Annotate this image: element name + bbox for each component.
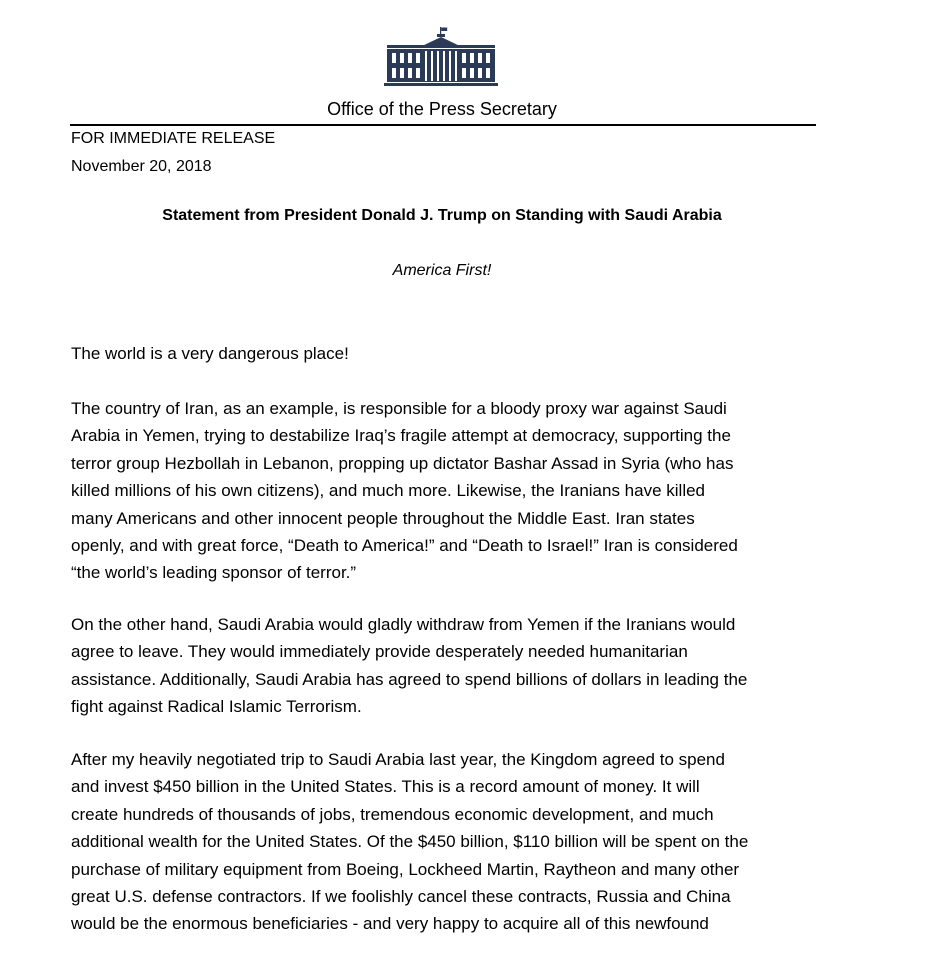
paragraph-line: create hundreds of thousands of jobs, tremendous economic development, and much: [71, 804, 714, 824]
body-paragraph: [71, 340, 349, 367]
paragraph-line: many Americans and other innocent people throughout the Middle East. Iran states: [71, 508, 695, 528]
body-paragraph: [71, 746, 748, 938]
paragraph-line: great U.S. defense contractors. If we foolishly cancel these contracts, Russia and China: [71, 887, 731, 907]
paragraph-line: Arabia in Yemen, trying to destabilize Iraq’s fragile attempt at democracy, supporting the: [71, 426, 731, 446]
paragraph-line: The world is a very dangerous place!: [71, 344, 349, 363]
paragraph-line: fight against Radical Islamic Terrorism.: [71, 697, 362, 717]
office-heading: Office of the Press Secretary: [327, 99, 557, 119]
paragraph-line: would be the enormous beneficiaries - and very happy to acquire all of this newfound: [71, 914, 709, 934]
paragraph-line: agree to leave. They would immediately provide desperately needed humanitarian: [71, 642, 688, 662]
paragraph-line: openly, and with great force, “Death to America!” and “Death to Israel!” Iran is considered: [71, 536, 738, 556]
paragraph-line: On the other hand, Saudi Arabia would gladly withdraw from Yemen if the Iranians would: [71, 615, 736, 634]
release-date: November 20, 2018: [71, 158, 212, 175]
paragraph-line: killed millions of his own citizens), and much more. Likewise, the Iranians have killed: [71, 481, 706, 501]
paragraph-line: purchase of military equipment from Boeing, Lockheed Martin, Raytheon and many other: [71, 859, 740, 879]
statement-title: Statement from President Donald J. Trump on Standing with Saudi Arabia: [162, 207, 722, 224]
header-divider: [70, 124, 816, 126]
release-label: FOR IMMEDIATE RELEASE: [71, 130, 276, 147]
paragraph-line: additional wealth for the United States. Of the $450 billion, $110 billion will be spent on the: [71, 832, 749, 852]
paragraph-line: “the world’s leading sponsor of terror.”: [71, 563, 357, 583]
paragraph-line: The country of Iran, as an example, is responsible for a bloody proxy war against Saudi: [71, 399, 727, 418]
white-house-logo: [384, 27, 498, 87]
body-paragraph: [71, 395, 738, 587]
paragraph-line: After my heavily negotiated trip to Saudi Arabia last year, the Kingdom agreed to spend: [71, 750, 725, 769]
paragraph-line: terror group Hezbollah in Lebanon, propping up dictator Bashar Assad in Syria (who has: [71, 453, 734, 473]
statement-subtitle: America First!: [392, 262, 492, 279]
body-paragraph: [71, 611, 747, 721]
paragraph-line: assistance. Additionally, Saudi Arabia has agreed to spend billions of dollars in leading the: [71, 669, 748, 689]
paragraph-line: and invest $450 billion in the United States. This is a record amount of money. It will: [71, 777, 700, 797]
